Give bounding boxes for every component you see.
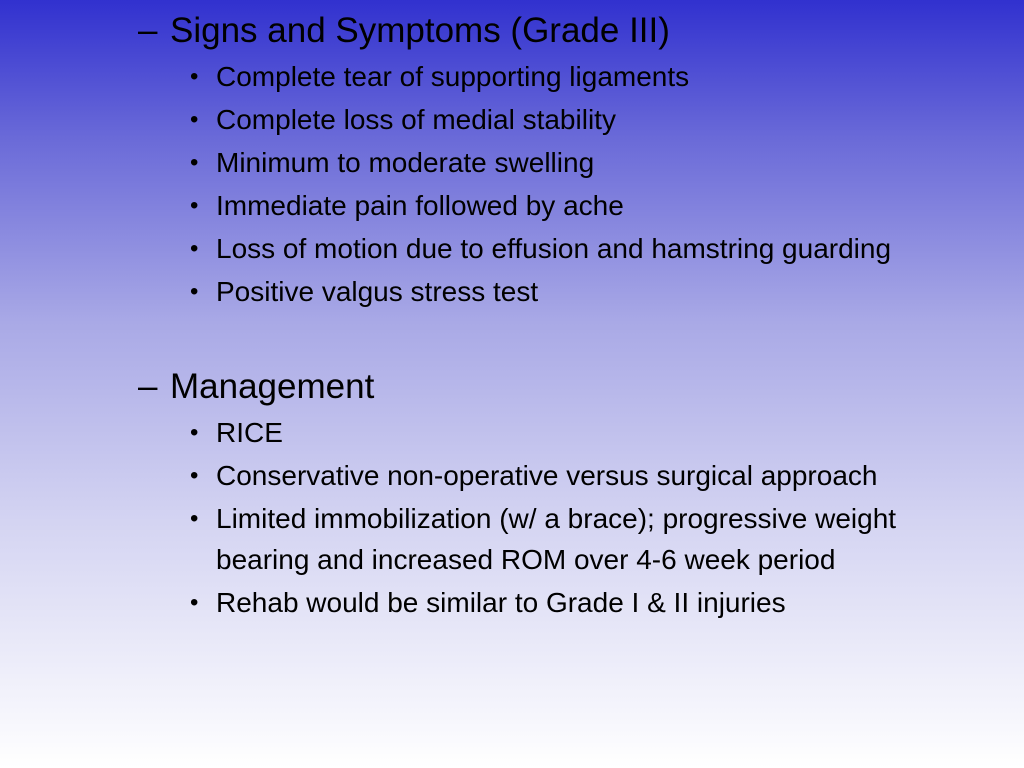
- bullet-text: RICE: [216, 417, 283, 448]
- bullet-icon: •: [190, 106, 199, 133]
- bullet-item: [138, 56, 968, 97]
- bullet-icon: •: [190, 235, 199, 262]
- bullet-text: Loss of motion due to effusion and hamstring guarding: [216, 233, 892, 264]
- bullet-item: [138, 99, 968, 140]
- dash-marker: –: [138, 367, 158, 406]
- bullet-text: Rehab would be similar to Grade I & II injuries: [216, 587, 786, 618]
- bullet-item: [138, 228, 968, 269]
- section-management: [138, 366, 968, 625]
- bullet-list: [138, 56, 968, 312]
- bullet-item: [138, 498, 968, 580]
- bullet-text: Complete loss of medial stability: [216, 104, 616, 135]
- bullet-icon: •: [190, 589, 199, 616]
- bullet-icon: •: [190, 63, 199, 90]
- bullet-icon: •: [190, 149, 199, 176]
- bullet-icon: •: [190, 419, 199, 446]
- bullet-text: Conservative non-operative versus surgical approach: [216, 460, 878, 491]
- bullet-text: Minimum to moderate swelling: [216, 147, 595, 178]
- bullet-item: [138, 582, 968, 623]
- section-heading-text: Management: [170, 367, 375, 406]
- bullet-item: [138, 412, 968, 453]
- dash-marker: –: [138, 11, 158, 50]
- bullet-icon: •: [190, 462, 199, 489]
- bullet-item: [138, 185, 968, 226]
- bullet-icon: •: [190, 278, 199, 305]
- bullet-text: Limited immobilization (w/ a brace); progressive weight bearing and increased ROM over 4-6 week period: [216, 503, 897, 575]
- bullet-icon: •: [190, 192, 199, 219]
- section-signs-and-symptoms: [138, 10, 968, 314]
- bullet-item: [138, 271, 968, 312]
- bullet-text: Complete tear of supporting ligaments: [216, 61, 690, 92]
- section-heading: [138, 10, 968, 52]
- bullet-item: [138, 142, 968, 183]
- bullet-icon: •: [190, 505, 199, 532]
- section-heading: [138, 366, 968, 408]
- bullet-text: Positive valgus stress test: [216, 276, 539, 307]
- bullet-text: Immediate pain followed by ache: [216, 190, 624, 221]
- section-heading-text: Signs and Symptoms (Grade III): [170, 11, 670, 50]
- bullet-item: [138, 455, 968, 496]
- bullet-list: [138, 412, 968, 623]
